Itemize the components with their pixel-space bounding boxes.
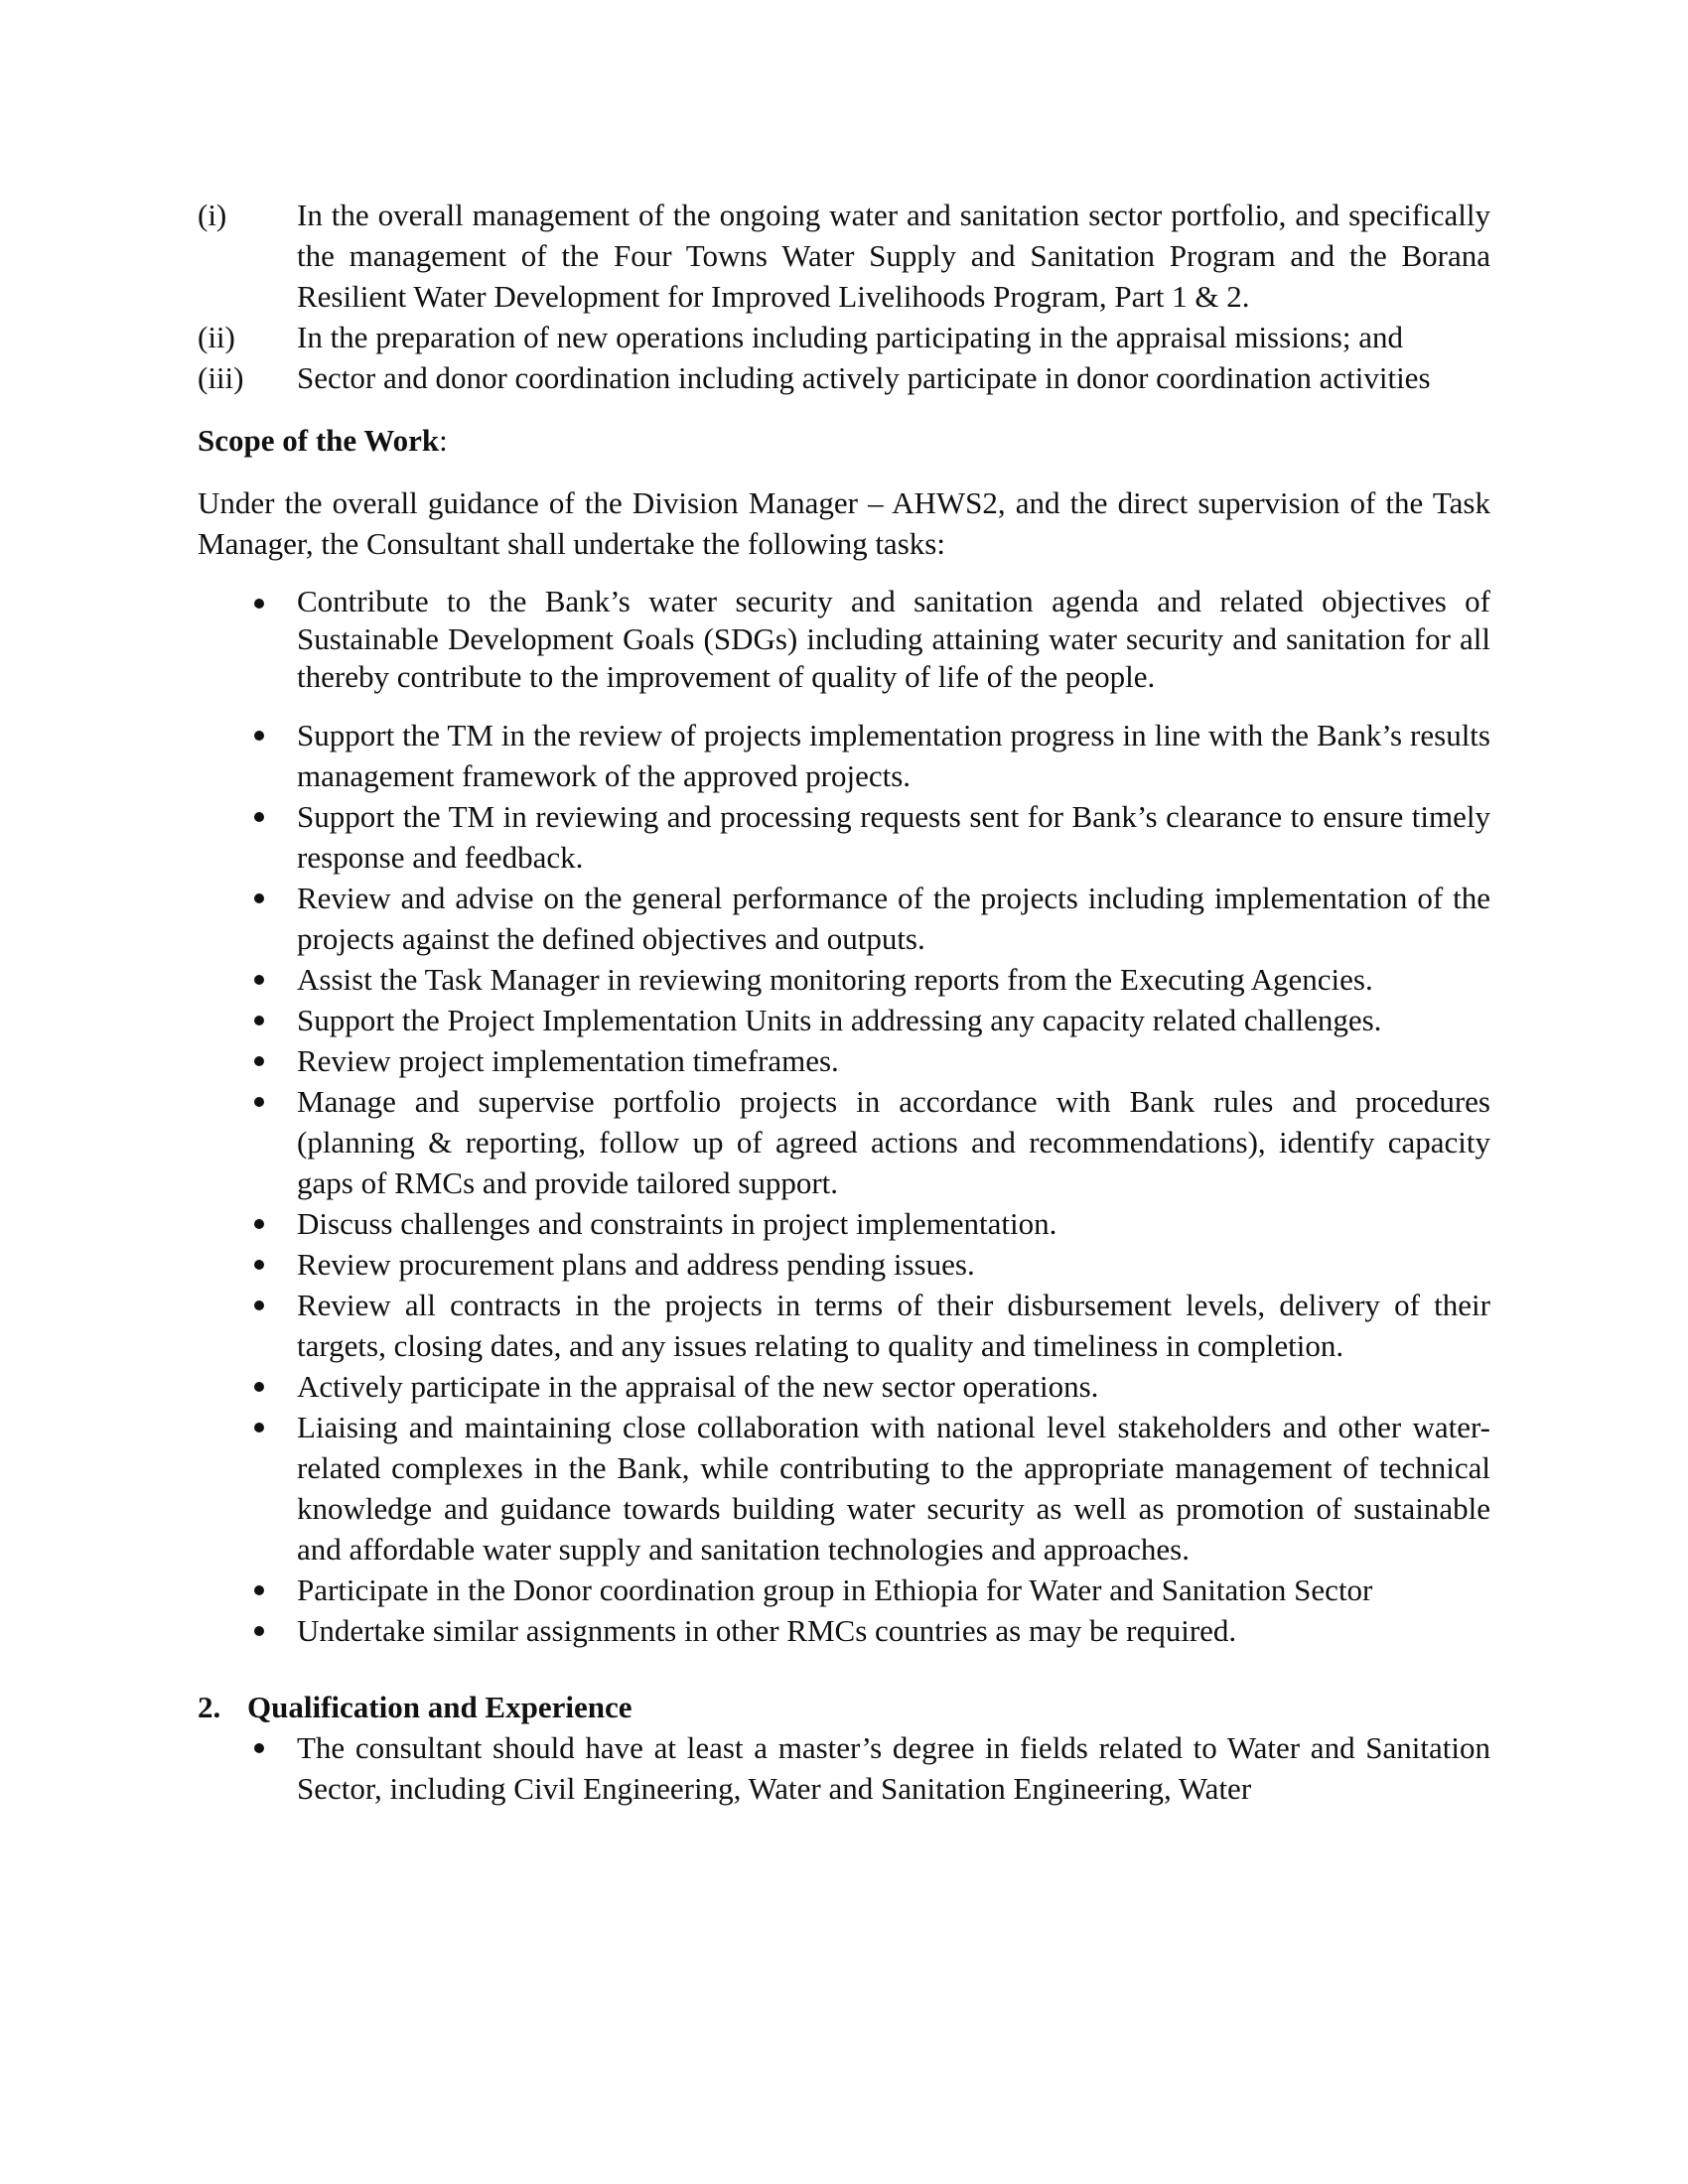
list-item: [198, 1285, 1490, 1366]
list-item: [198, 1081, 1490, 1203]
bullet-icon: [198, 878, 297, 959]
roman-numeral: (ii): [198, 320, 235, 354]
section-heading: [198, 1687, 1490, 1727]
roman-list: [198, 195, 1490, 398]
list-item: [198, 1000, 1490, 1040]
bullet-icon: [198, 1407, 297, 1570]
bullet-icon: [198, 1610, 297, 1651]
task-text: Support the TM in reviewing and processing requests sent for Bank’s clearance to ensure timely response and feedback.: [297, 799, 1490, 875]
roman-item-text: Sector and donor coordination including actively participate in donor coordination activities: [297, 360, 1431, 395]
scope-heading: [198, 420, 1490, 461]
roman-numeral: (i): [198, 198, 227, 232]
qualification-text: The consultant should have at least a master’s degree in fields related to Water and Sanitation Sector, including Civil Engineering, Water and Sanitation Engineering, Water: [297, 1730, 1490, 1806]
bullet-icon: [198, 796, 297, 878]
roman-item-text: In the preparation of new operations including participating in the appraisal missions; and: [297, 320, 1403, 354]
task-text: Review project implementation timeframes.: [297, 1043, 839, 1078]
list-item: [198, 1366, 1490, 1407]
qualification-list: [198, 1727, 1490, 1809]
scope-heading-colon: :: [439, 423, 448, 458]
roman-item: [198, 357, 1490, 398]
list-item: [198, 878, 1490, 959]
list-item: [198, 1244, 1490, 1285]
task-text: Support the TM in the review of projects implementation progress in line with the Bank’s results management framework of the approved projects.: [297, 718, 1490, 793]
document-page: [198, 195, 1490, 1809]
roman-numeral: (iii): [198, 360, 244, 395]
roman-item-text: In the overall management of the ongoing water and sanitation sector portfolio, and specifically the management of the Four Towns Water Supply and Sanitation Program and the Borana Resilient Water Development for Improved Livelihoods Program, Part 1 & 2.: [297, 198, 1490, 314]
roman-item: [198, 195, 1490, 317]
task-text: Participate in the Donor coordination group in Ethiopia for Water and Sanitation Sector: [297, 1572, 1373, 1607]
task-text: Manage and supervise portfolio projects in accordance with Bank rules and procedures (planning & reporting, follow up of agreed actions and recommendations), identify capacity gaps of RMCs and provide tailored support.: [297, 1084, 1490, 1200]
list-item: [198, 1040, 1490, 1081]
list-item: [198, 1610, 1490, 1651]
task-text: Support the Project Implementation Units in addressing any capacity related challenges.: [297, 1003, 1382, 1037]
scope-heading-text: Scope of the Work: [198, 423, 440, 458]
task-text: Discuss challenges and constraints in project implementation.: [297, 1206, 1057, 1241]
list-item: [198, 959, 1490, 1000]
bullet-icon: [198, 1366, 297, 1407]
section-number: 2.: [198, 1690, 221, 1724]
list-item: [198, 583, 1490, 696]
bullet-icon: [198, 1000, 297, 1040]
bullet-icon: [198, 1727, 297, 1809]
task-text: Review procurement plans and address pending issues.: [297, 1247, 975, 1282]
task-text: Contribute to the Bank’s water security and sanitation agenda and related objectives of Sustainable Development Goals (SDGs) including attaining water security and sanitation for all thereby contribute to the improvement of quality of life of the people.: [297, 584, 1490, 694]
bullet-icon: [198, 715, 297, 796]
bullet-icon: [198, 1203, 297, 1244]
bullet-icon: [198, 959, 297, 1000]
roman-item: [198, 317, 1490, 357]
bullet-icon: [198, 1285, 297, 1366]
task-text: Assist the Task Manager in reviewing monitoring reports from the Executing Agencies.: [297, 962, 1373, 997]
bullet-icon: [198, 583, 297, 696]
list-item: [198, 1203, 1490, 1244]
bullet-icon: [198, 1570, 297, 1610]
list-item: [198, 1407, 1490, 1570]
bullet-icon: [198, 1081, 297, 1203]
task-text: Actively participate in the appraisal of the new sector operations.: [297, 1369, 1099, 1404]
section-title: Qualification and Experience: [247, 1690, 633, 1724]
list-item: [198, 715, 1490, 796]
list-item: [198, 796, 1490, 878]
bullet-icon: [198, 1244, 297, 1285]
list-item: [198, 1727, 1490, 1809]
scope-intro: Under the overall guidance of the Division Manager – AHWS2, and the direct supervision of the Task Manager, the Consultant shall undertake the following tasks:: [198, 485, 1490, 561]
task-text: Liaising and maintaining close collaboration with national level stakeholders and other water-related complexes in the Bank, while contributing to the appropriate management of technical knowledge and guidance towards building water security as well as promotion of sustainable and affordable water supply and sanitation technologies and approaches.: [297, 1410, 1490, 1567]
task-text: Review all contracts in the projects in terms of their disbursement levels, delivery of their targets, closing dates, and any issues relating to quality and timeliness in completion.: [297, 1288, 1490, 1363]
task-text: Review and advise on the general performance of the projects including implementation of the projects against the defined objectives and outputs.: [297, 881, 1490, 956]
bullet-icon: [198, 1040, 297, 1081]
list-item: [198, 1570, 1490, 1610]
task-text: Undertake similar assignments in other RMCs countries as may be required.: [297, 1613, 1237, 1648]
task-list: [198, 583, 1490, 1651]
